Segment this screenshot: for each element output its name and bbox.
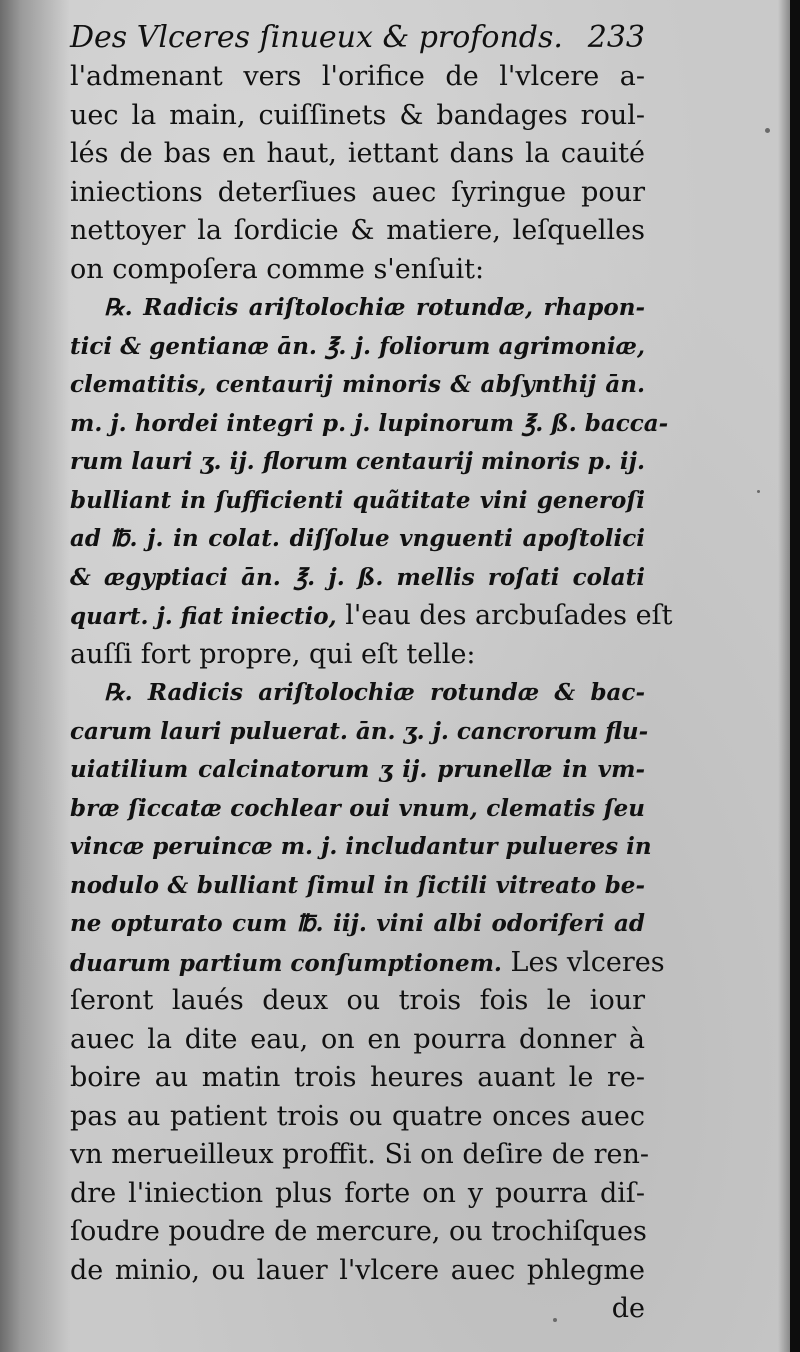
text-line: vn merueilleux proffit. Si on deſire de ren- [70, 1139, 649, 1170]
recipe-fragment: quart. j. fiat iniectio, [70, 603, 337, 630]
text-line: lés de bas en haut, iettant dans la cauité [70, 138, 645, 169]
paper-speck [757, 490, 760, 493]
recipe-line: bræ ſiccatæ cochlear oui vnum, clematis ſeu [70, 794, 645, 822]
recipe-line: vincæ peruincæ m. j. includantur pulueres in [70, 833, 652, 860]
recipe-line: uiatilium calcinatorum ʒ ij. prunellæ in vm- [70, 756, 645, 783]
page-edge [778, 0, 790, 1352]
text-line: de minio, ou lauer l'vlcere auec phlegme [70, 1254, 645, 1286]
text-line [70, 597, 673, 636]
text-line: pas au patient trois ou quatre onces auec [70, 1100, 645, 1132]
recipe-line: ad ℔. j. in colat. diſſolue vnguenti apoſtolici [70, 525, 645, 552]
text-line: ſeront laués deux ou trois fois le iour [70, 985, 645, 1016]
text-fragment: l'eau des arcbuſades eſt [345, 600, 673, 631]
text-line: l'admenant vers l'orifice de l'vlcere a- [70, 61, 645, 92]
running-header [70, 18, 645, 58]
catchword: de [611, 1293, 645, 1324]
recipe-line: & ægyptiaci ān. ℥. j. ß. mellis roſati colati [70, 563, 645, 591]
text-line: iniections deterſiues auec ſyringue pour [70, 176, 645, 208]
recipe-line: ne opturato cum ℔. iij. vini albi odoriferi ad [70, 910, 645, 937]
recipe-line: clematitis, centaurij minoris & abſynthij ān. [70, 371, 645, 398]
text-line: dre l'iniection plus forte on y pourra diſ- [70, 1177, 645, 1209]
text-line: auſſi fort propre, qui eſt telle: [70, 638, 476, 670]
recipe-line: carum lauri puluerat. ān. ʒ. j. cancrorum flu- [70, 717, 649, 745]
recipe-fragment: duarum partium conſumptionem. [70, 949, 502, 977]
recipe-line: ℞. Radicis ariſtolochiæ rotundæ, rhapon- [104, 294, 645, 321]
running-head-title: Des Vlceres ſinueux & profonds. [70, 20, 563, 55]
paper-speck [765, 128, 770, 133]
text-line: uec la main, cuiſſinets & bandages roul- [70, 99, 645, 131]
recipe-line: tici & gentianæ ān. ℥. j. foliorum agrimoniæ, [70, 332, 645, 360]
text-fragment: Les vlceres [510, 946, 665, 978]
recipe-line: ℞. Radicis ariſtolochiæ rotundæ & bac- [104, 679, 645, 706]
recipe-line: nodulo & bulliant ſimul in ſictili vitreato be- [70, 871, 645, 899]
spine-shadow [0, 0, 70, 1352]
page-number: 233 [587, 20, 645, 55]
text-line [70, 944, 665, 983]
text-line: boire au matin trois heures auant le re- [70, 1062, 645, 1093]
text-line: ſoudre poudre de mercure, ou trochiſques [70, 1216, 647, 1247]
text-line: on compoſera comme s'enſuit: [70, 253, 485, 285]
page-text [70, 18, 673, 1329]
recipe-line: bulliant in ſufficienti quãtitate vini generoſi [70, 486, 645, 514]
text-line: auec la dite eau, on en pourra donner à [70, 1023, 645, 1055]
recipe-line: m. j. hordei integri p. j. lupinorum ℥. ß. bacca- [70, 409, 669, 437]
recipe-line: rum lauri ʒ. ij. florum centaurij minoris p. ij. [70, 448, 645, 475]
text-line: nettoyer la ſordicie & matiere, leſquelles [70, 215, 645, 246]
